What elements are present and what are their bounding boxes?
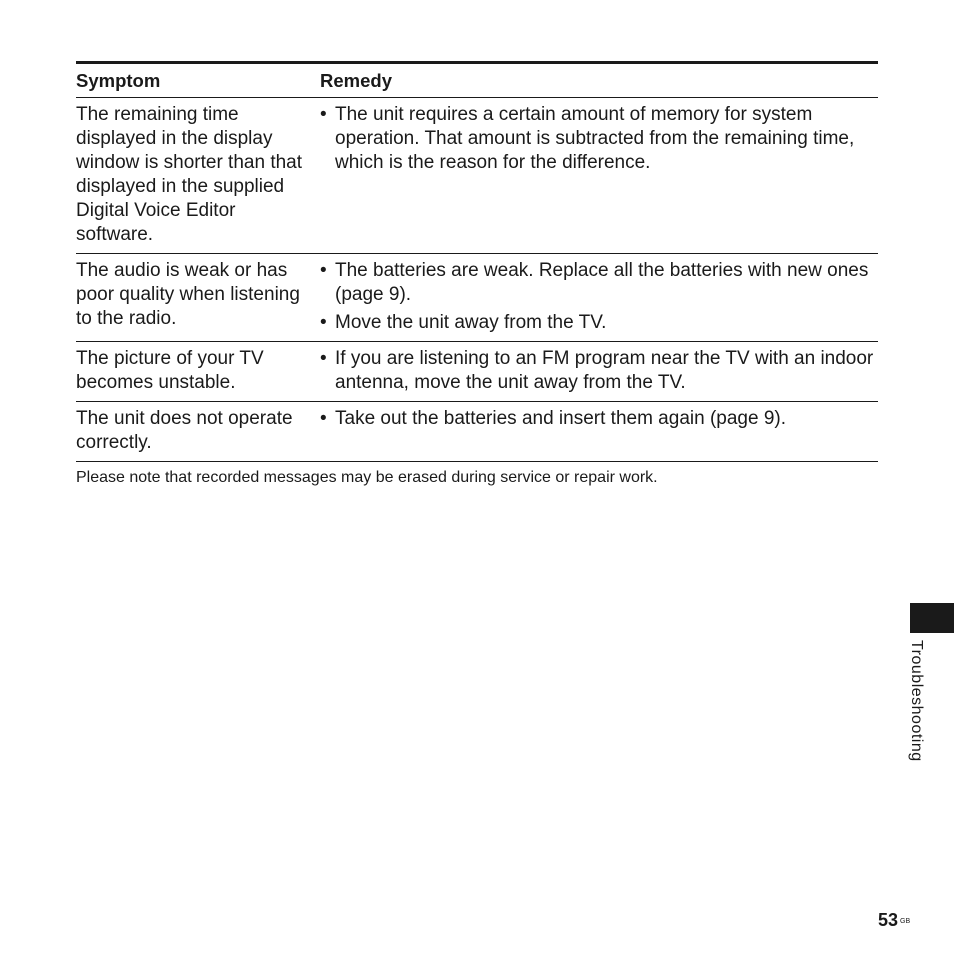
bullet-icon: • (320, 408, 327, 429)
troubleshooting-table (76, 61, 878, 462)
remedy-item (320, 407, 878, 431)
remedy-cell (320, 98, 878, 254)
remedy-item (320, 311, 878, 335)
remedy-list (320, 259, 878, 335)
remedy-list (320, 103, 878, 175)
table-row (76, 342, 878, 402)
bullet-icon: • (320, 104, 327, 125)
table-row (76, 254, 878, 342)
bullet-icon: • (320, 312, 327, 333)
page-number (878, 908, 910, 932)
remedy-item (320, 347, 878, 395)
remedy-text: Move the unit away from the TV. (335, 312, 607, 333)
symptom-cell: The picture of your TV becomes unstable. (76, 342, 320, 402)
header-symptom: Symptom (76, 63, 320, 98)
remedy-cell (320, 254, 878, 342)
remedy-item (320, 103, 878, 175)
page-number-suffix: GB (900, 918, 911, 925)
bullet-icon: • (320, 260, 327, 281)
remedy-text: Take out the batteries and insert them again (page 9). (335, 408, 786, 429)
page-content (76, 61, 878, 488)
remedy-text: If you are listening to an FM program near the TV with an indoor antenna, move the unit away from the TV. (335, 348, 874, 393)
remedy-text: The unit requires a certain amount of memory for system operation. That amount is subtracted from the remaining time, which is the reason for the difference. (335, 104, 855, 173)
table-row (76, 402, 878, 462)
remedy-cell (320, 402, 878, 462)
bullet-icon: • (320, 348, 327, 369)
symptom-cell: The unit does not operate correctly. (76, 402, 320, 462)
remedy-cell (320, 342, 878, 402)
section-tab-label: Troubleshooting (908, 640, 925, 762)
section-tab-marker (910, 603, 954, 633)
remedy-list (320, 407, 878, 431)
symptom-cell: The audio is weak or has poor quality when listening to the radio. (76, 254, 320, 342)
remedy-text: The batteries are weak. Replace all the batteries with new ones (page 9). (335, 260, 869, 305)
page-number-value: 53 (878, 910, 899, 930)
remedy-item (320, 259, 878, 307)
symptom-cell: The remaining time displayed in the display window is shorter than that displayed in the supplied Digital Voice Editor software. (76, 98, 320, 254)
service-note: Please note that recorded messages may be erased during service or repair work. (76, 469, 658, 486)
table-header-row (76, 63, 878, 98)
header-remedy: Remedy (320, 63, 878, 98)
table-row (76, 98, 878, 254)
remedy-list (320, 347, 878, 395)
